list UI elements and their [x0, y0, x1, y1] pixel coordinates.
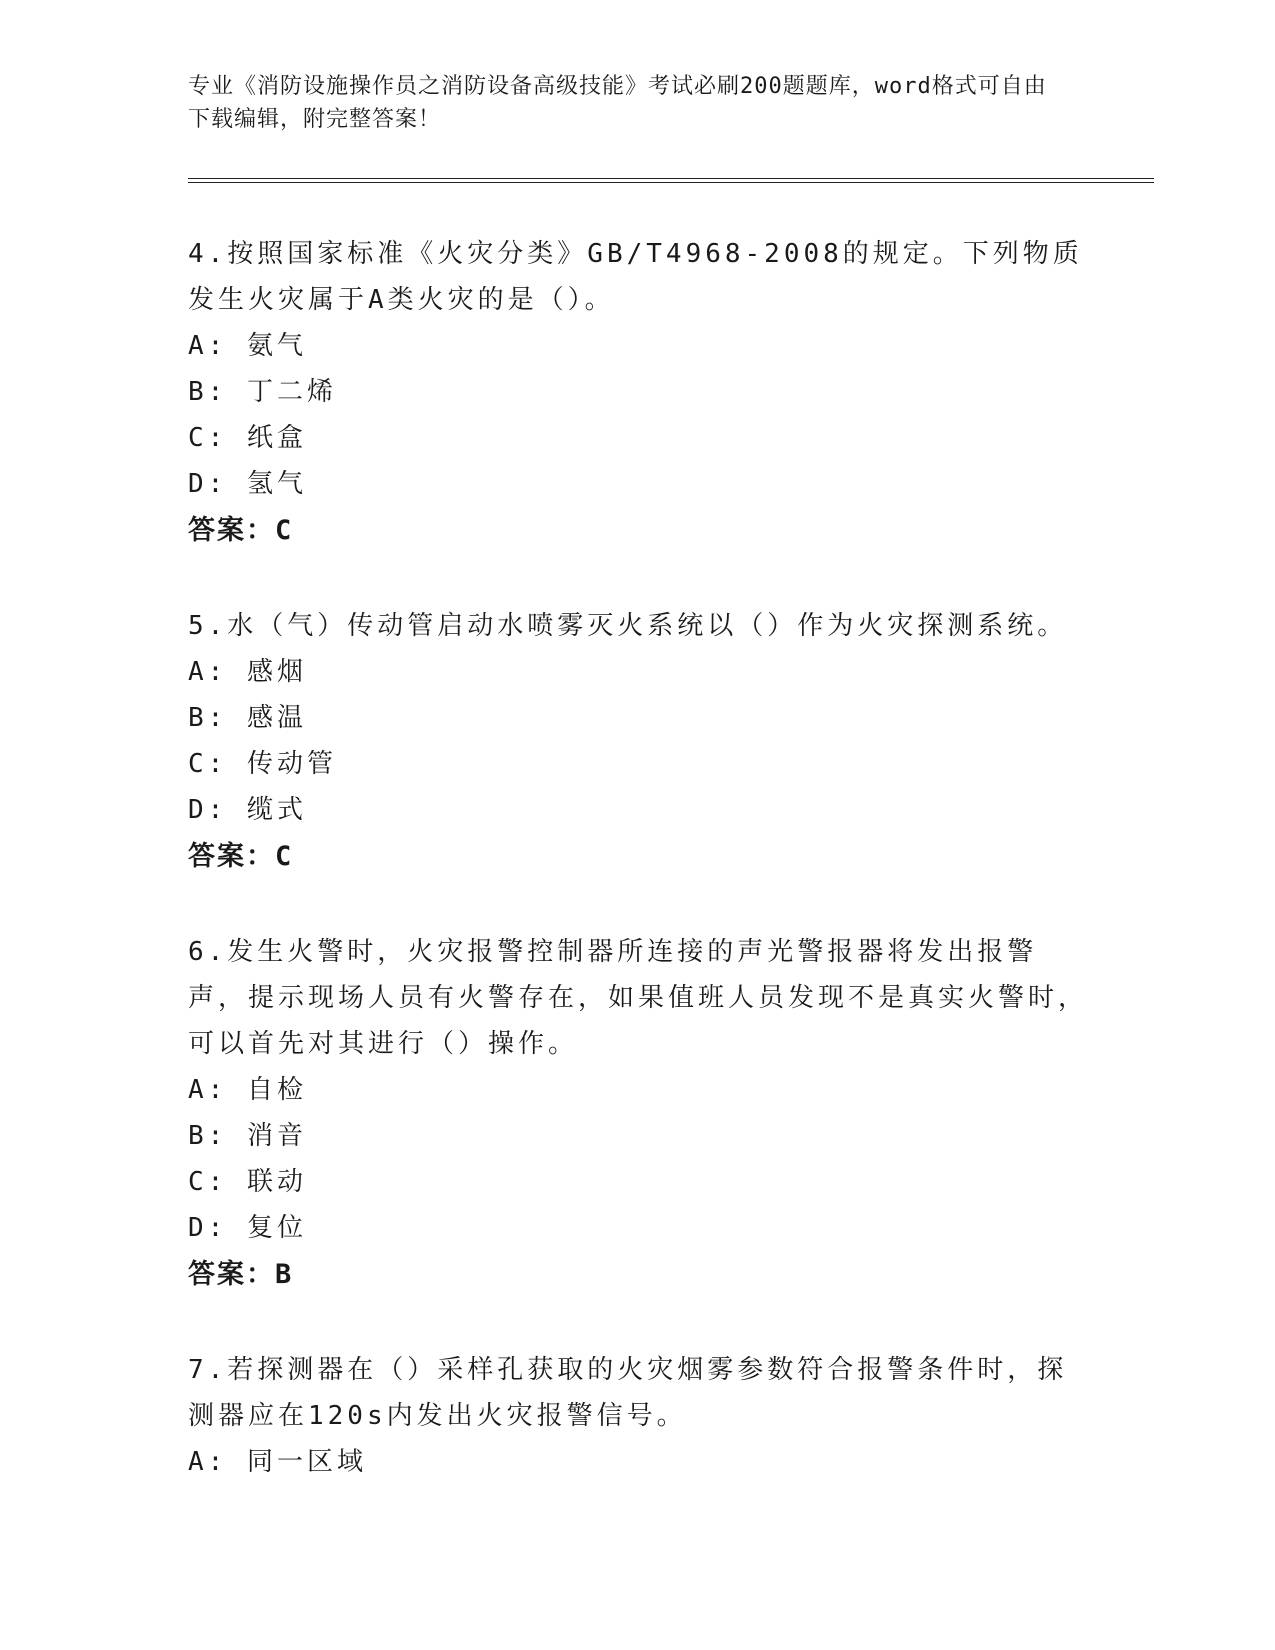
answer-line: 答案：C	[188, 841, 294, 872]
option-b: B: 感温	[188, 703, 307, 733]
option-a: A: 自检	[188, 1075, 307, 1105]
question-5	[188, 603, 1148, 881]
option-d: D: 氢气	[188, 469, 307, 499]
option-a: A: 同一区域	[188, 1447, 367, 1477]
option-a: A: 感烟	[188, 657, 307, 687]
question-stem: 6.发生火警时，火灾报警控制器所连接的声光警报器将发出报警声，提示现场人员有火警存在，如果值班人员发现不是真实火警时，可以首先对其进行（）操作。	[188, 937, 1089, 1059]
option-b: B: 消音	[188, 1121, 307, 1151]
document-header: 专业《消防设施操作员之消防设备高级技能》考试必刷200题题库，word格式可自由下载编辑，附完整答案！	[188, 74, 1047, 132]
option-d: D: 缆式	[188, 795, 307, 825]
header-divider	[188, 178, 1154, 183]
option-a: A: 氨气	[188, 331, 307, 361]
question-7	[188, 1347, 1148, 1485]
question-6	[188, 929, 1148, 1299]
question-4	[188, 231, 1148, 555]
option-b: B: 丁二烯	[188, 377, 337, 407]
question-stem: 4.按照国家标准《火灾分类》GB/T4968-2008的规定。下列物质发生火灾属于A类火灾的是（）。	[188, 239, 1083, 315]
question-stem: 7.若探测器在（）采样孔获取的火灾烟雾参数符合报警条件时，探测器应在120s内发出火灾报警信号。	[188, 1355, 1068, 1431]
option-c: C: 传动管	[188, 749, 337, 779]
document-page	[188, 70, 1148, 1485]
option-c: C: 联动	[188, 1167, 307, 1197]
answer-line: 答案：B	[188, 1259, 294, 1290]
option-c: C: 纸盒	[188, 423, 307, 453]
question-stem: 5.水（气）传动管启动水喷雾灭火系统以（）作为火灾探测系统。	[188, 611, 1068, 641]
answer-line: 答案：C	[188, 515, 294, 546]
option-d: D: 复位	[188, 1213, 307, 1243]
